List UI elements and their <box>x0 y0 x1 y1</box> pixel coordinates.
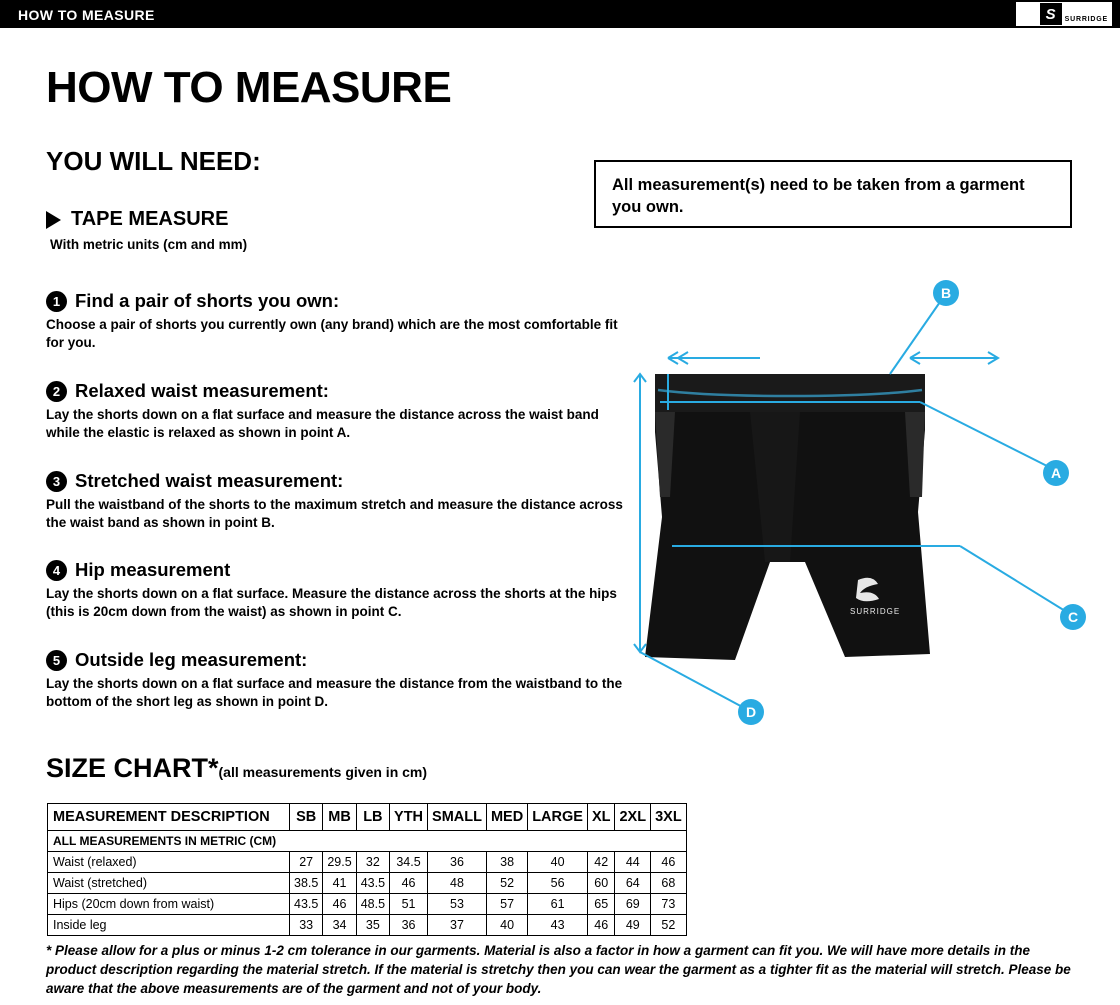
cell: 46 <box>390 873 428 894</box>
step-4-number: 4 <box>46 560 67 581</box>
cell: 48 <box>428 873 487 894</box>
brand-logo <box>1016 2 1112 26</box>
column-header-small: SMALL <box>428 804 487 831</box>
table-row <box>48 873 687 894</box>
column-header-large: LARGE <box>528 804 588 831</box>
shorts-measurement-diagram <box>600 262 1100 732</box>
badge-b: B <box>933 280 959 306</box>
brand-name: SURRIDGE <box>1064 16 1108 23</box>
column-header-med: MED <box>486 804 527 831</box>
column-header-description: MEASUREMENT DESCRIPTION <box>48 804 290 831</box>
cell: 36 <box>390 915 428 936</box>
svg-text:SURRIDGE: SURRIDGE <box>850 607 901 616</box>
tape-measure-row <box>46 208 228 231</box>
cell: 33 <box>290 915 323 936</box>
brand-mark-icon: S <box>1040 3 1062 25</box>
column-header-xl: XL <box>587 804 615 831</box>
shorts-illustration <box>645 374 930 660</box>
cell: 64 <box>615 873 651 894</box>
cell: 60 <box>587 873 615 894</box>
step-2-header <box>46 380 626 402</box>
table-row <box>48 915 687 936</box>
column-header-mb: MB <box>323 804 356 831</box>
step-4-header <box>46 559 626 581</box>
table-header-row <box>48 804 687 831</box>
column-header-sb: SB <box>290 804 323 831</box>
cell: 38.5 <box>290 873 323 894</box>
column-header-3xl: 3XL <box>651 804 687 831</box>
cell: 27 <box>290 852 323 873</box>
metric-row-label: ALL MEASUREMENTS IN METRIC (CM) <box>48 831 687 852</box>
step-1-number: 1 <box>46 291 67 312</box>
step-5-number: 5 <box>46 650 67 671</box>
cell: 38 <box>486 852 527 873</box>
step-5-body: Lay the shorts down on a flat surface and measure the distance from the waistband to the bottom of the short leg as shown in point D. <box>46 676 623 709</box>
step-3-header <box>46 470 626 492</box>
cell: 46 <box>651 852 687 873</box>
cell: 41 <box>323 873 356 894</box>
step-5-header <box>46 649 626 671</box>
you-will-need-heading: YOU WILL NEED: <box>46 146 261 176</box>
size-chart-title: SIZE CHART* <box>46 753 219 783</box>
tape-measure-label: TAPE MEASURE <box>71 208 229 230</box>
table-row <box>48 852 687 873</box>
cell: 29.5 <box>323 852 356 873</box>
row-label-waist-relaxed: Waist (relaxed) <box>48 852 290 873</box>
table-row <box>48 894 687 915</box>
cell: 34 <box>323 915 356 936</box>
badge-c: C <box>1060 604 1086 630</box>
cell: 73 <box>651 894 687 915</box>
cell: 35 <box>356 915 389 936</box>
shorts-diagram-svg <box>600 262 1100 732</box>
cell: 32 <box>356 852 389 873</box>
cell: 61 <box>528 894 588 915</box>
step-3-body: Pull the waistband of the shorts to the maximum stretch and measure the distance across the waist band as shown in point B. <box>46 497 623 530</box>
top-bar-title: HOW TO MEASURE <box>18 7 155 23</box>
column-header-2xl: 2XL <box>615 804 651 831</box>
tape-measure-subtext: With metric units (cm and mm) <box>50 237 248 252</box>
cell: 52 <box>651 915 687 936</box>
step-2 <box>46 380 626 442</box>
cell: 53 <box>428 894 487 915</box>
row-label-hips: Hips (20cm down from waist) <box>48 894 290 915</box>
page-title: HOW TO MEASURE <box>46 63 452 112</box>
table-metric-row <box>48 831 687 852</box>
cell: 40 <box>486 915 527 936</box>
cell: 34.5 <box>390 852 428 873</box>
callout-box: All measurement(s) need to be taken from a garment you own. <box>594 160 1072 228</box>
step-5-title: Outside leg measurement: <box>75 649 308 670</box>
step-2-title: Relaxed waist measurement: <box>75 380 329 401</box>
cell: 68 <box>651 873 687 894</box>
step-4-title: Hip measurement <box>75 559 231 580</box>
cell: 44 <box>615 852 651 873</box>
cell: 43.5 <box>290 894 323 915</box>
cell: 52 <box>486 873 527 894</box>
row-label-inside-leg: Inside leg <box>48 915 290 936</box>
triangle-bullet-icon <box>46 211 61 229</box>
column-header-lb: LB <box>356 804 389 831</box>
size-chart-table <box>47 803 687 936</box>
step-1-title: Find a pair of shorts you own: <box>75 290 340 311</box>
cell: 42 <box>587 852 615 873</box>
cell: 65 <box>587 894 615 915</box>
badge-a: A <box>1043 460 1069 486</box>
cell: 46 <box>587 915 615 936</box>
step-2-number: 2 <box>46 381 67 402</box>
top-bar <box>0 0 1120 28</box>
cell: 57 <box>486 894 527 915</box>
step-3-number: 3 <box>46 471 67 492</box>
cell: 56 <box>528 873 588 894</box>
row-label-waist-stretched: Waist (stretched) <box>48 873 290 894</box>
cell: 37 <box>428 915 487 936</box>
cell: 48.5 <box>356 894 389 915</box>
cell: 46 <box>323 894 356 915</box>
cell: 43 <box>528 915 588 936</box>
cell: 36 <box>428 852 487 873</box>
step-1 <box>46 290 626 352</box>
disclaimer-text: * Please allow for a plus or minus 1-2 cm tolerance in our garments. Material is also a factor in how a garment can fit you. We will have more details in the product description regarding the material stretch. If the material is stretchy then you can wear the garment as a tighter fit as the material will stretch. Please be aware that the above measurements are of the garment and not of your body. <box>46 943 1071 997</box>
cell: 49 <box>615 915 651 936</box>
column-header-yth: YTH <box>390 804 428 831</box>
step-3-title: Stretched waist measurement: <box>75 470 344 491</box>
cell: 43.5 <box>356 873 389 894</box>
step-3 <box>46 470 626 532</box>
step-4 <box>46 559 626 621</box>
step-1-header <box>46 290 626 312</box>
size-chart-note: (all measurements given in cm) <box>218 764 428 780</box>
step-1-body: Choose a pair of shorts you currently own (any brand) which are the most comfortable fit for you. <box>46 317 618 350</box>
step-4-body: Lay the shorts down on a flat surface. Measure the distance across the shorts at the hips (this is 20cm down from the waist) as shown in point C. <box>46 586 617 619</box>
step-5 <box>46 649 626 711</box>
cell: 51 <box>390 894 428 915</box>
size-chart-heading <box>46 753 427 784</box>
badge-d: D <box>738 699 764 725</box>
cell: 40 <box>528 852 588 873</box>
cell: 69 <box>615 894 651 915</box>
step-2-body: Lay the shorts down on a flat surface and measure the distance across the waist band while the elastic is relaxed as shown in point A. <box>46 407 599 440</box>
